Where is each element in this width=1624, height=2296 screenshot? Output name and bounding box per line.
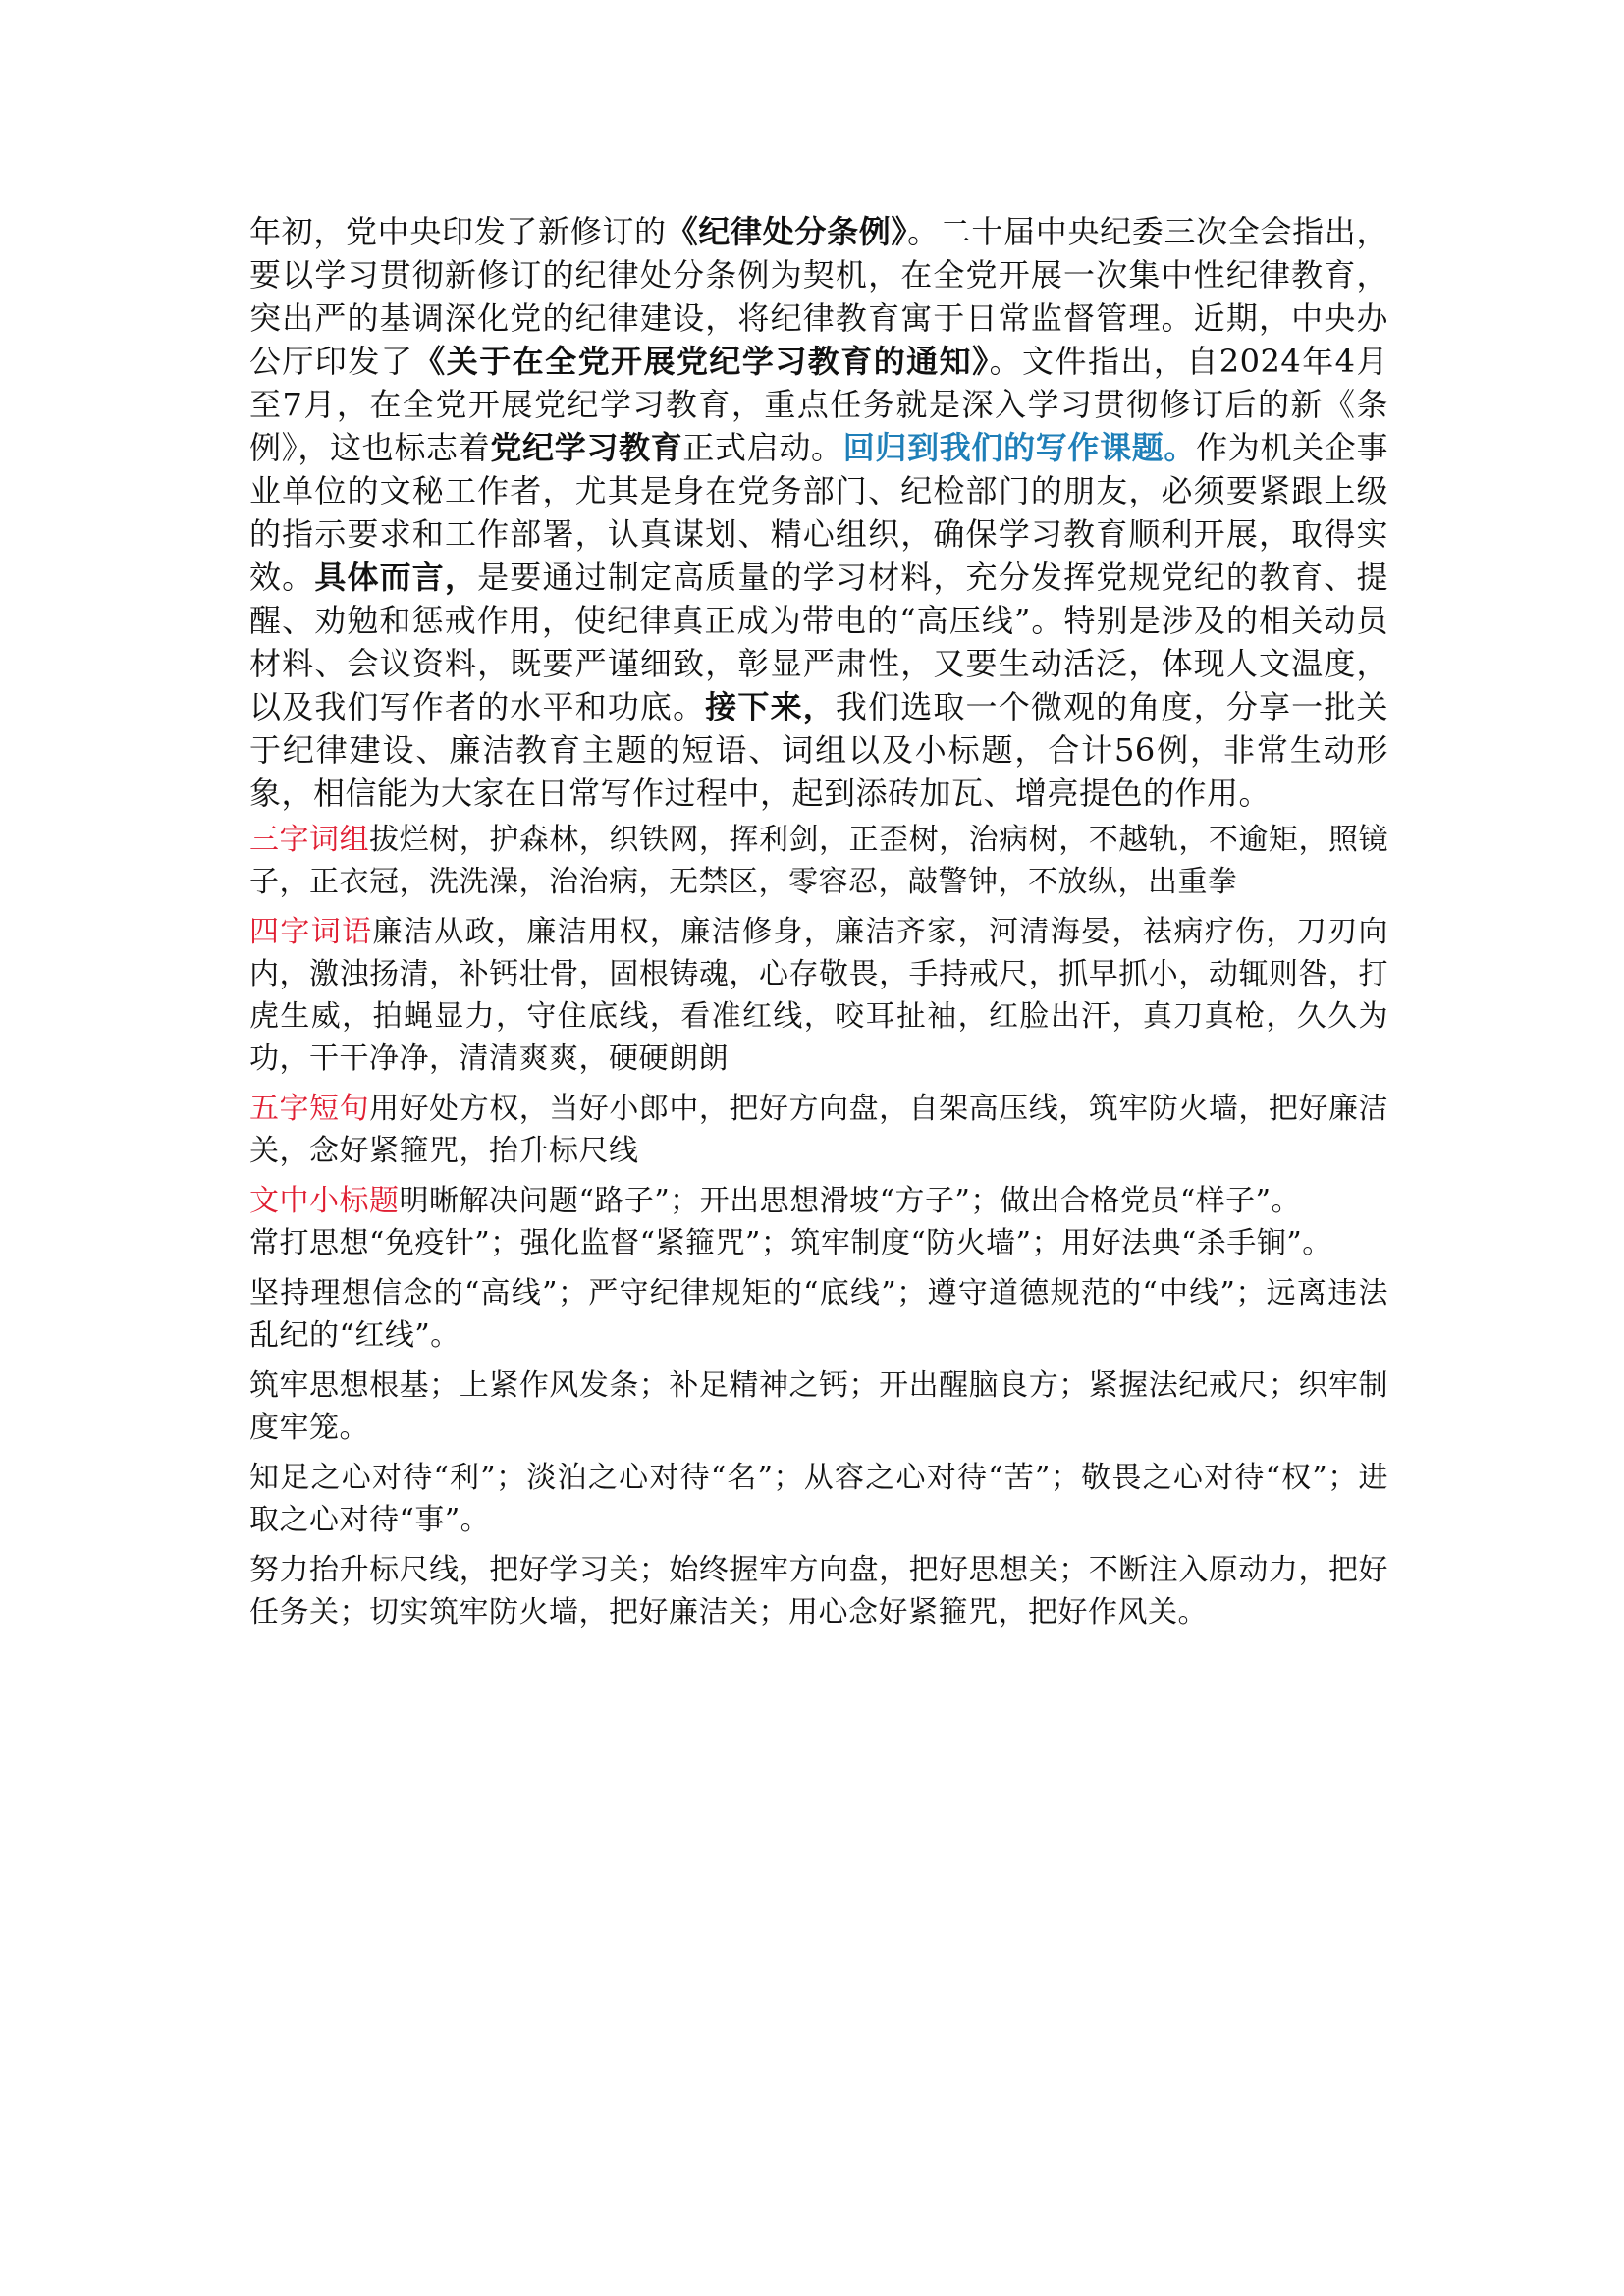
topic-highlight: 回归到我们的写作课题。 — [842, 429, 1197, 466]
subtitle-line-2: 常打思想“免疫针”；强化监督“紧箍咒”；筑牢制度“防火墙”；用好法典“杀手锏”。 — [249, 1226, 1332, 1260]
subtitle-line-5: 知足之心对待“利”；淡泊之心对待“名”；从容之心对待“苦”；敬畏之心对待“权”；进取之心对待“事”。 — [249, 1461, 1388, 1537]
four-char-text: 廉洁从政，廉洁用权，廉洁修身，廉洁齐家，河清海晏，祛病疗伤，刀刃向内，激浊扬清，补钙壮骨，固根铸魂，心存敬畏，手持戒尺，抓早抓小，动辄则咎，打虎生威，拍蝇显力，守住底线，看准红线，咬耳扯袖，红脸出汗，真刀真枪，久久为功，干干净净，清清爽爽，硬硬朗朗 — [249, 915, 1388, 1076]
three-char-section — [249, 819, 1388, 903]
intro-text-3: 。文件指出，自2024年4月至7月，在全党开展党纪学习教育，重点任务就是深入学习贯彻修订后的新《条例》，这也标志着 — [249, 343, 1388, 466]
five-char-section — [249, 1088, 1388, 1172]
subtitle-line-1: 明晰解决问题“路子”；开出思想滑坡“方子”；做出合格党员“样子”。 — [399, 1184, 1302, 1218]
intro-text-2: 。二十届中央纪委三次全会指出，要以学习贯彻新修订的纪律处分条例为契机，在全党开展一次集中性纪律教育，突出严的基调深化党的纪律建设，将纪律教育寓于日常监督管理。近期，中央办公厅印发了 — [249, 213, 1388, 380]
intro-text-4: 正式启动。 — [682, 429, 843, 466]
subtitle-line-6-para — [249, 1549, 1388, 1633]
four-char-heading: 四字词语 — [249, 915, 373, 949]
subtitle-line-3-para — [249, 1272, 1388, 1357]
subtitle-line-6: 努力抬升标尺线，把好学习关；始终握牢方向盘，把好思想关；不断注入原动力，把好任务关；切实筑牢防火墙，把好廉洁关；用心念好紧箍咒，把好作风关。 — [249, 1553, 1388, 1629]
subtitle-heading: 文中小标题 — [249, 1184, 400, 1218]
four-char-section — [249, 911, 1388, 1080]
next-phrase: 接下来， — [705, 688, 836, 725]
subtitle-line-5-para — [249, 1457, 1388, 1541]
subtitle-section — [249, 1180, 1388, 1264]
subtitle-line-4: 筑牢思想根基；上紧作风发条；补足精神之钙；开出醒脑良方；紧握法纪戒尺；织牢制度牢笼。 — [249, 1368, 1388, 1445]
document-page — [249, 210, 1388, 1641]
five-char-heading: 五字短句 — [249, 1092, 370, 1126]
three-char-text: 拔烂树，护森林，织铁网，挥利剑，正歪树，治病树，不越轨，不逾矩，照镜子，正衣冠，洗洗澡，治治病，无禁区，零容忍，敲警钟，不放纵，出重拳 — [249, 823, 1389, 899]
specifically-phrase: 具体而言， — [314, 559, 478, 596]
education-term: 党纪学习教育 — [490, 429, 683, 466]
intro-text-6: 是要通过制定高质量的学习材料，充分发挥党规党纪的教育、提醒、劝勉和惩戒作用，使纪律真正成为带电的“高压线”。特别是涉及的相关动员材料、会议资料，既要严谨细致，彰显严肃性，又要生动活泛，体现人文温度，以及我们写作者的水平和功底。 — [249, 559, 1388, 725]
intro-text-5: 作为机关企事业单位的文秘工作者，尤其是身在党务部门、纪检部门的朋友，必须要紧跟上级的指示要求和工作部署，认真谋划、精心组织，确保学习教育顺利开展，取得实效。 — [249, 429, 1388, 596]
intro-text-1: 年初，党中央印发了新修订的 — [249, 213, 667, 250]
subtitle-line-4-para — [249, 1364, 1388, 1449]
five-char-text: 用好处方权，当好小郎中，把好方向盘，自架高压线，筑牢防火墙，把好廉洁关，念好紧箍咒，抬升标尺线 — [249, 1092, 1389, 1168]
regulation-title: 《纪律处分条例》 — [666, 213, 908, 250]
subtitle-line-3: 坚持理想信念的“高线”；严守纪律规矩的“底线”；遵守道德规范的“中线”；远离违法乱纪的“红线”。 — [249, 1276, 1388, 1353]
intro-text-7: 我们选取一个微观的角度，分享一批关于纪律建设、廉洁教育主题的短语、词组以及小标题，合计56例，非常生动形象，相信能为大家在日常写作过程中，起到添砖加瓦、增亮提色的作用。 — [249, 688, 1388, 812]
three-char-heading: 三字词组 — [249, 823, 370, 857]
notice-title: 《关于在全党开展党纪学习教育的通知》 — [413, 343, 990, 380]
intro-paragraph — [249, 210, 1388, 815]
